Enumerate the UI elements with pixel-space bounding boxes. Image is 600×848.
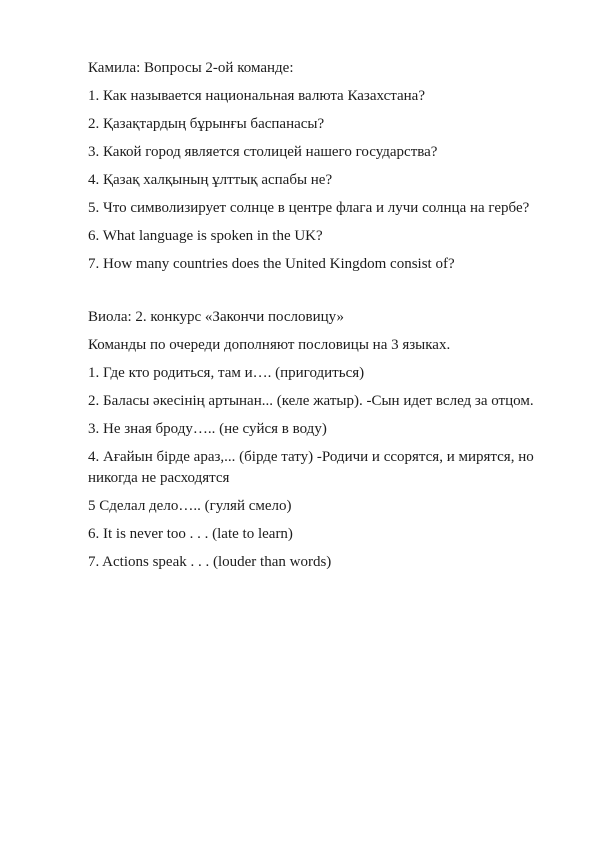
question-item: 5. Что символизирует солнце в центре флага и лучи солнца на гербе? xyxy=(88,200,530,216)
proverb-item: 4. Ағайын бірде араз,... (бірде тату) -Родичи и ссорятся, и мирятся, но никогда не расходятся xyxy=(88,449,534,486)
proverb-item: 3. Не зная броду….. (не суйся в воду) xyxy=(88,421,327,437)
proverb-item: 1. Где кто родиться, там и…. (пригодиться) xyxy=(88,365,365,381)
section-viola-header: Виола: 2. конкурс «Закончи пословицу» xyxy=(88,309,345,325)
question-item: 1. Как называется национальная валюта Казахстана? xyxy=(88,88,425,104)
question-item: 4. Қазақ халқының ұлттық аспабы не? xyxy=(88,172,333,188)
proverb-item: 7. Actions speak . . . (louder than words) xyxy=(88,554,332,570)
section-kamila-header: Камила: Вопросы 2-ой команде: xyxy=(88,60,294,76)
question-item: 7. How many countries does the United Kingdom consist of? xyxy=(88,256,455,272)
proverb-item: 5 Сделал дело….. (гуляй смело) xyxy=(88,498,292,514)
section-viola xyxy=(88,307,550,573)
section-viola-intro: Команды по очереди дополняют пословицы на 3 языках. xyxy=(88,337,451,353)
question-item: 2. Қазақтардың бұрынғы баспанасы? xyxy=(88,116,325,132)
proverb-item: 2. Баласы әкесінің артынан... (келе жатыр). -Сын идет вслед за отцом. xyxy=(88,393,534,409)
proverb-item: 6. It is never too . . . (late to learn) xyxy=(88,526,293,542)
question-item: 3. Какой город является столицей нашего государства? xyxy=(88,144,438,160)
question-item: 6. What language is spoken in the UK? xyxy=(88,228,323,244)
section-kamila xyxy=(88,58,550,275)
document-content xyxy=(88,58,550,573)
